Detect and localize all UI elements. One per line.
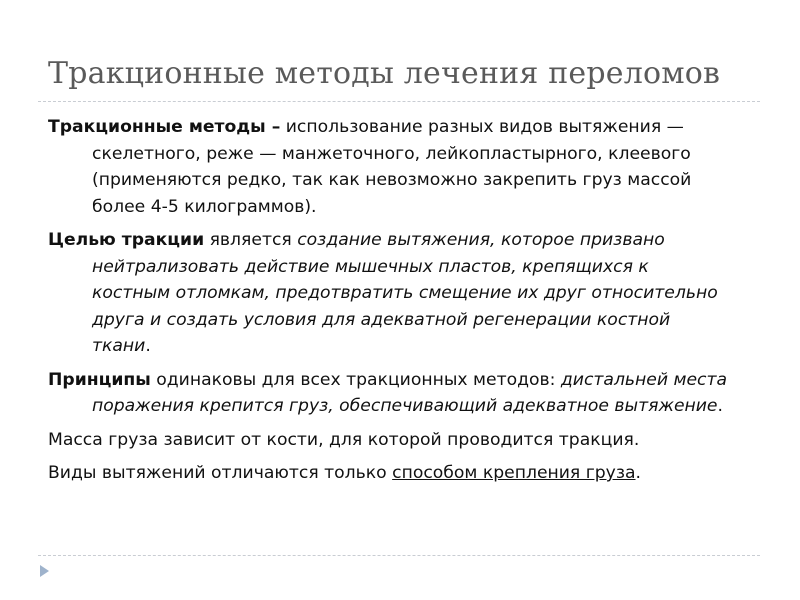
goal-end: . (145, 336, 151, 356)
goal-connector: является (204, 230, 298, 250)
title-divider (38, 101, 760, 102)
paragraph-traction-goal (48, 227, 728, 360)
principles-italic-text: дистальней места поражения крепится груз, обеспечивающий адекватное вытяжение (92, 369, 728, 416)
paragraph-traction-methods (48, 114, 728, 220)
load-mass-text: Масса груза зависит от кости, для которой проводится тракция. (48, 429, 640, 450)
traction-types-text: Виды вытяжений отличаются только (48, 463, 393, 483)
principles-end: . (717, 396, 723, 416)
paragraph-load-mass (48, 427, 728, 454)
term-traction-methods: Тракционные методы – (48, 117, 281, 137)
paragraph-principles (48, 367, 728, 420)
slide-body (48, 114, 728, 494)
term-principles: Принципы (48, 369, 151, 390)
principles-text: одинаковы для всех тракционных методов: (150, 369, 561, 390)
term-traction-goal: Целью тракции (48, 230, 205, 250)
triangle-right-icon[interactable] (40, 565, 49, 577)
slide-title: Тракционные методы лечения переломов (48, 56, 721, 91)
goal-italic-text: создание вытяжения, которое призвано нейтрализовать действие мышечных пластов, крепящихся к костным отломкам, предотвратить смещение их друг относительно друга и создать условия для адекватной регенерации костной ткани (92, 230, 718, 356)
paragraph-traction-types (48, 460, 728, 487)
traction-types-end: . (635, 463, 641, 483)
fixation-method-underlined: способом крепления груза (392, 463, 636, 483)
footer-divider (38, 555, 760, 556)
definition-text: использование разных видов вытяжения — скелетного, реже — манжеточного, лейкопластырного, клеевого (применяются редко, так как невозможно закрепить груз массой более 4-5 килограммов). (92, 117, 692, 217)
